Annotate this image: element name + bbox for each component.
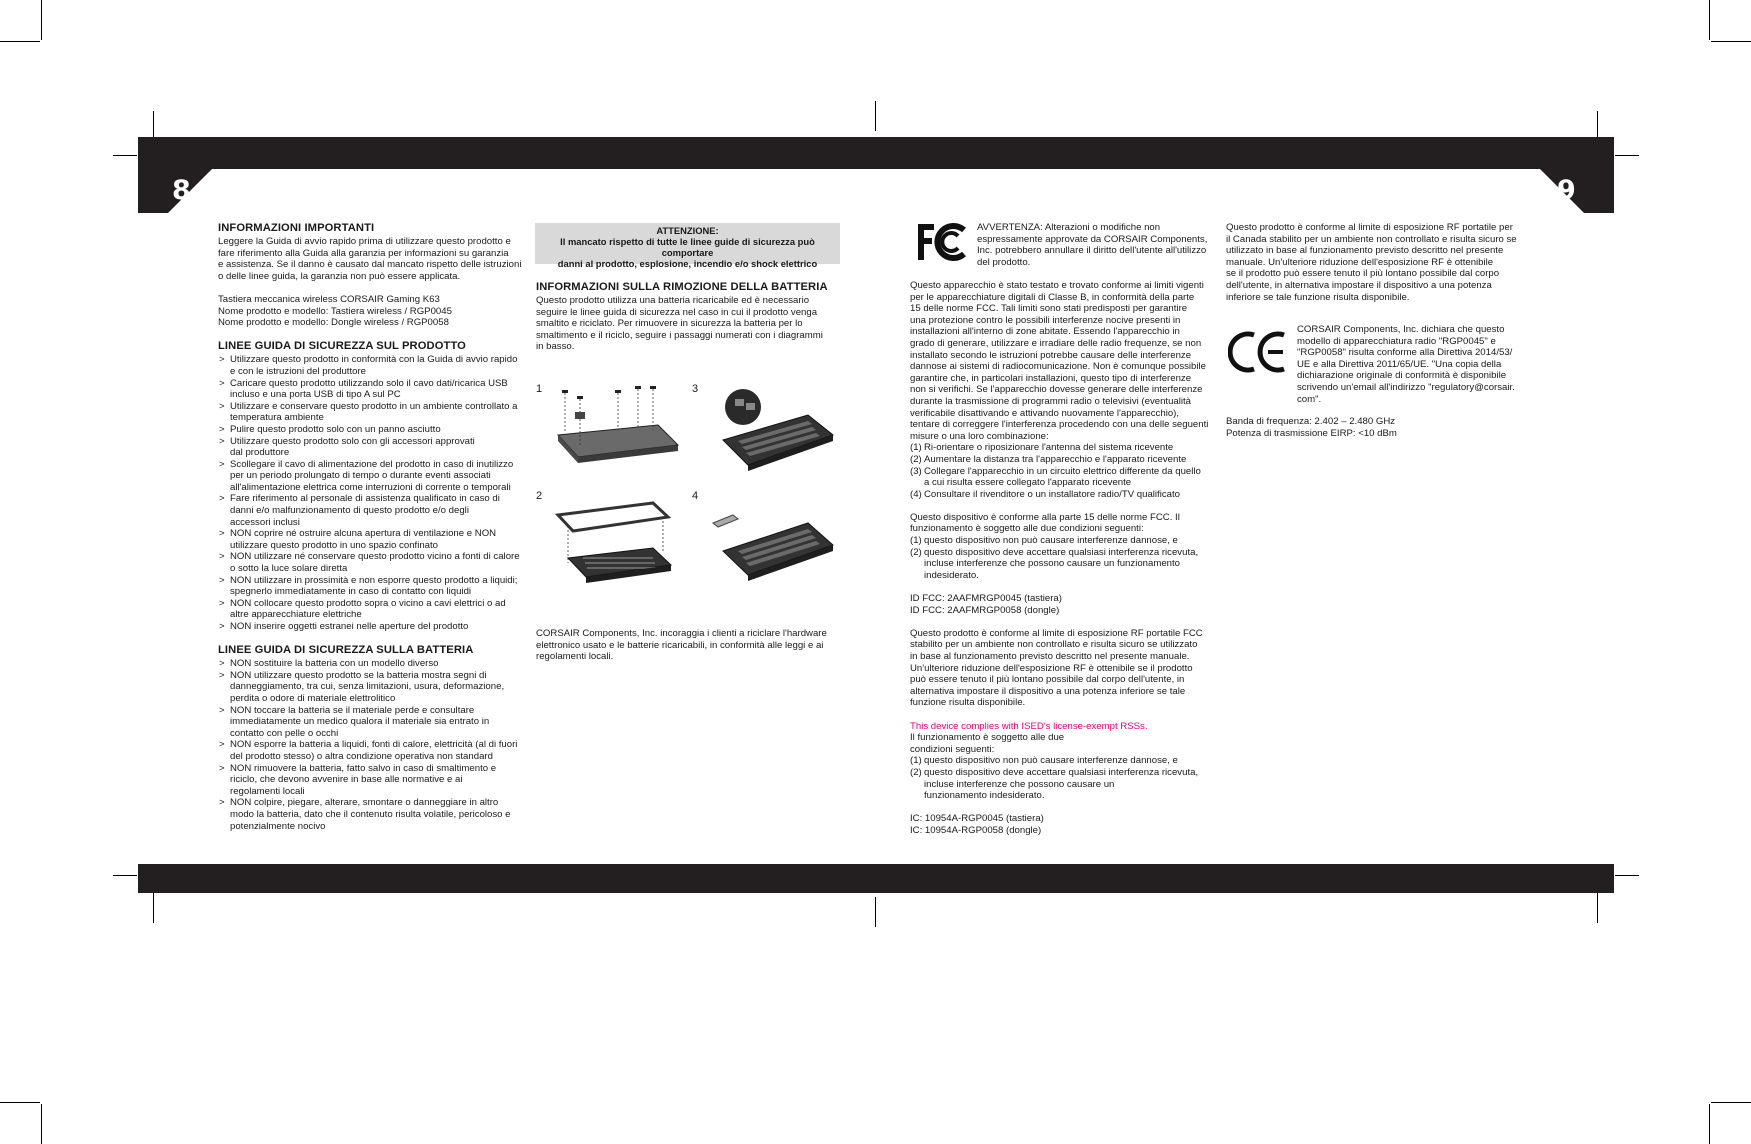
crop-mark — [41, 0, 42, 40]
item-text: questo dispositivo non può causare interferenze dannose, e — [924, 755, 1178, 767]
list-item: > NON inserire oggetti estranei nelle aperture del prodotto — [218, 621, 528, 633]
crop-mark — [0, 1102, 40, 1103]
page-number-right: 9 — [1557, 175, 1576, 206]
fcc-logo — [916, 222, 968, 262]
item-text: questo dispositivo deve accettare qualsiasi interferenza ricevuta, incluse interferenze che possono causare un funzionamento indesiderato. — [924, 766, 1199, 802]
fcc-warning-text: AVVERTENZA: Alterazioni o modifiche non espressamente approvate da CORSAIR Components, Inc. potrebbero annullare il diritto dell'utente all'utilizzo del prodotto. — [977, 222, 1208, 268]
item-text: Consultare il rivenditore o un installatore radio/TV qualificato — [924, 488, 1180, 500]
fcc-rf-text: Questo prodotto è conforme al limite di esposizione RF portatile FCC stabilito per un ambiente non controllato e risulta sicuro se utilizzato in base al funzionamento previsto descritto nel presente manuale. Un'ulteriore riduzione dell'esposizione RF è ottenibile se il prodotto può essere tenuto il più lontano possibile dal corpo dell'utente, in alternativa impostare il dispositivo a una potenza inferiore se tale funzione risulta disponibile. — [910, 627, 1203, 709]
ised-statement: This device complies with ISED's license-exempt RSSs. — [910, 720, 1148, 732]
ce-logo — [1228, 330, 1288, 374]
important-intro: Leggere la Guida di avvio rapido prima di utilizzare questo prodotto e fare riferimento alla Guida alla garanzia per informazioni su garanzia e assistenza. Se il danno è causato dal mancato rispetto delle istruzioni o delle linee guida, la garanzia non può essere applicata. — [218, 236, 522, 282]
ce-specs-text: Banda di frequenza: 2.402 – 2.480 GHz Potenza di trasmissione EIRP: <10 dBm — [1226, 416, 1397, 439]
item-key: (4) — [910, 488, 922, 500]
item-text: Ri-orientare o riposizionare l'antenna del sistema ricevente — [924, 442, 1174, 454]
item-key: (2) — [910, 766, 922, 778]
battery-removal-text: Questo prodotto utilizza una batteria ricaricabile ed è necessario seguire le linee guida di sicurezza nel caso in cui il prodotto venga smaltito e riciclato. Per rimuovere in sicurezza la batteria per lo smaltimento e il riciclo, seguire i passaggi numerati con i diagrammi in basso. — [536, 295, 823, 353]
ised-text: Il funzionamento è soggetto alle due condizioni seguenti: — [910, 732, 1065, 755]
list-item: > NON esporre la batteria a liquidi, fonti di calore, elettricità (al di fuori del prodotto stesso) o altra condizione operativa non standard — [218, 739, 528, 762]
list-item — [910, 767, 1220, 802]
list-item: > Scollegare il cavo di alimentazione del prodotto in caso di inutilizzo per un periodo prolungato di tempo o durante eventi associati all'alimentazione elettrica come interruzioni di corrente o temporali — [218, 459, 528, 494]
list-item: > NON collocare questo prodotto sopra o vicino a cavi elettrici o ad altre apparecchiature elettriche — [218, 598, 528, 621]
crop-mark — [875, 101, 876, 131]
list-item: > Fare riferimento al personale di assistenza qualificato in caso di danni e/o malfunzionamento di questo prodotto e/o degli accessori inclusi — [218, 493, 528, 528]
canada-rf-text: Questo prodotto è conforme al limite di esposizione RF portatile per il Canada stabilito per un ambiente non controllato e risulta sicuro se utilizzato in base al funzionamento previsto descritto nel presente manuale. Un'ulteriore riduzione dell'esposizione RF è ottenibile se il prodotto può essere tenuto il più lontano possibile dal corpo dell'utente, in alternativa impostare il dispositivo a una potenza inferiore se tale funzione risulta disponibile. — [1226, 222, 1517, 303]
recycle-text: CORSAIR Components, Inc. incoraggia i clienti a riciclare l'hardware elettronico usato e le batterie ricaricabili, in conformità alle leggi e ai regolamenti locali. — [536, 628, 827, 663]
crop-mark — [1709, 1104, 1710, 1144]
diagram-step-4 — [708, 493, 838, 593]
list-item: > NON sostituire la batteria con un modello diverso — [218, 658, 528, 670]
list-item: > Pulire questo prodotto solo con un panno asciutto — [218, 424, 528, 436]
list-item: > Utilizzare e conservare questo prodotto in un ambiente controllato a temperatura ambiente — [218, 401, 528, 424]
top-band — [138, 137, 1614, 169]
item-key: (2) — [910, 453, 922, 465]
heading-product-safety: LINEE GUIDA DI SICUREZZA SUL PRODOTTO — [218, 340, 466, 353]
list-item: > NON utilizzare né conservare questo prodotto vicino a fonti di calore o sotto la luce solare diretta — [218, 551, 528, 574]
item-text: questo dispositivo non può causare interferenze dannose, e — [924, 535, 1178, 547]
heading-important: INFORMAZIONI IMPORTANTI — [218, 222, 375, 234]
fcc-classb-text: Questo apparecchio è stato testato e trovato conforme ai limiti vigenti per le apparecchiature digitali di Classe B, in conformità della parte 15 delle norme FCC. Tali limiti sono stati predisposti per garantire una protezione contro le possibili interferenze nocive presenti in installazioni all'interno di zone abitate. Essendo l'apparecchio in grado di generare, utilizzare e irradiare delle radio frequenze, se non installato secondo le istruzioni potrebbe causare delle interferenze dannose ai sistemi di radiocomunicazione. Non è comunque possibile garantire che, in particolari installazioni, questo tipo di interferenze non si verifichi. Se l'apparecchio dovesse generare delle interferenze durante la trasmissione di programmi radio o televisivi (eventualità verificabile disattivando e attivando nuovamente l'apparecchio), tentare di correggere l'interferenza procedendo con una delle seguenti misure o una loro combinazione: — [910, 280, 1209, 442]
fcc-section — [910, 280, 1220, 837]
step-number: 2 — [536, 490, 543, 502]
fcc-ids: ID FCC: 2AAFMRGP0045 (tastiera) ID FCC: 2AAFMRGP0058 (dongle) — [910, 593, 1062, 616]
list-item: > Utilizzare questo prodotto solo con gli accessori approvati dal produttore — [218, 436, 528, 459]
ce-text: CORSAIR Components, Inc. dichiara che questo modello di apparecchiatura radio "RGP0045" e "RGP0058" risulta conforme alla Direttiva 2014/53/ UE e alla Direttiva 2011/65/UE. "Una copia della dichiarazione originale di conformità è disponibile scrivendo un'email all'indirizzo "regulatory@corsair. com". — [1297, 324, 1515, 405]
list-item — [910, 535, 1220, 547]
ised-conditions-list — [910, 755, 1220, 801]
list-item: > NON rimuovere la batteria, fatto salvo in caso di smaltimento e riciclo, che devono avvenire in base alle normative e ai regolamenti locali — [218, 763, 528, 798]
right-page-tab — [1539, 168, 1614, 213]
list-item: > NON toccare la batteria se il materiale perde e consultare immediatamente un medico qualora il materiale sia entrato in contatto con pelle o occhi — [218, 705, 528, 740]
warning-text: Il mancato rispetto di tutte le linee guide di sicurezza può comportare danni al prodotto, esplosione, incendio e/o shock elettrico — [557, 236, 818, 269]
product-safety-list — [218, 354, 528, 632]
battery-safety-list — [218, 658, 528, 832]
diagram-step-2 — [553, 493, 683, 593]
list-item — [910, 454, 1220, 466]
list-item: > NON utilizzare questo prodotto se la batteria mostra segni di danneggiamento, tra cui, senza limitazioni, usura, deformazione, perdita o odore di materiale elettrolitico — [218, 670, 528, 705]
list-item: > NON utilizzare in prossimità e non esporre questo prodotto a liquidi; spegnerlo immediatamente in caso di contatto con liquidi — [218, 575, 528, 598]
crop-mark — [1709, 0, 1710, 40]
step-number: 3 — [692, 383, 699, 395]
step-number: 1 — [536, 383, 543, 395]
column-left — [218, 222, 528, 832]
crop-mark — [153, 893, 154, 923]
fcc-part15-text: Questo dispositivo è conforme alla parte 15 delle norme FCC. Il funzionamento è soggetto alle due condizioni seguenti: — [910, 511, 1180, 535]
ce-specs — [1226, 416, 1536, 439]
ic-ids: IC: 10954A-RGP0045 (tastiera) IC: 10954A-RGP0058 (dongle) — [910, 813, 1044, 836]
list-item — [910, 442, 1220, 454]
fcc-warning — [977, 222, 1217, 268]
page-number-left: 8 — [172, 175, 191, 206]
item-key: (2) — [910, 546, 922, 558]
item-key: (1) — [910, 442, 922, 454]
item-text: Collegare l'apparecchio in un circuito elettrico differente da quello a cui risulta essere collegato l'apparato ricevente — [924, 465, 1201, 489]
step-number: 4 — [692, 490, 699, 502]
list-item: > NON coprire né ostruire alcuna apertura di ventilazione e NON utilizzare questo prodotto in uno spazio confinato — [218, 528, 528, 551]
list-item: > NON colpire, piegare, alterare, smontare o danneggiare in altro modo la batteria, dato che il contenuto risulta volatile, pericoloso e potenzialmente nocivo — [218, 797, 528, 832]
crop-mark — [41, 1104, 42, 1144]
list-item: > Caricare questo prodotto utilizzando solo il cavo dati/ricarica USB incluso e una porta USB di tipo A sul PC — [218, 378, 528, 401]
warning-title: ATTENZIONE: — [656, 225, 719, 236]
crop-mark — [0, 41, 40, 42]
recycle-section — [536, 628, 846, 663]
heading-battery-safety: LINEE GUIDA DI SICUREZZA SULLA BATTERIA — [218, 644, 474, 657]
list-item — [910, 547, 1220, 582]
canada-section — [1226, 222, 1536, 303]
item-key: (1) — [910, 535, 922, 547]
battery-removal-section — [536, 281, 846, 353]
fcc-measures-list — [910, 442, 1220, 500]
bottom-band — [138, 864, 1614, 893]
list-item: > Utilizzare questo prodotto in conformità con la Guida di avvio rapido e con le istruzioni del produttore — [218, 354, 528, 377]
item-key: (3) — [910, 465, 922, 477]
fcc-conditions-list — [910, 535, 1220, 581]
item-key: (1) — [910, 755, 922, 767]
item-text: Aumentare la distanza tra l'apparecchio e l'apparato ricevente — [924, 453, 1187, 465]
warning-box — [535, 223, 840, 269]
crop-mark — [113, 155, 137, 156]
crop-mark — [1711, 1102, 1751, 1103]
diagram-step-1 — [553, 385, 683, 485]
crop-mark — [1711, 41, 1751, 42]
item-text: questo dispositivo deve accettare qualsiasi interferenza ricevuta, incluse interferenze che possono causare un funzionamento indesiderato. — [924, 546, 1199, 581]
crop-mark — [113, 875, 137, 876]
list-item — [910, 466, 1220, 489]
crop-mark — [1615, 875, 1639, 876]
ce-declaration — [1297, 324, 1537, 405]
diagram-step-3 — [708, 385, 838, 485]
crop-mark — [1597, 893, 1598, 923]
crop-mark — [1615, 155, 1639, 156]
heading-battery-removal: INFORMAZIONI SULLA RIMOZIONE DELLA BATTERIA — [536, 281, 828, 293]
list-item — [910, 489, 1220, 501]
product-info: Tastiera meccanica wireless CORSAIR Gaming K63 Nome prodotto e modello: Tastiera wireless / RGP0045 Nome prodotto e modello: Dongle wireless / RGP0058 — [218, 293, 452, 329]
crop-mark — [875, 897, 876, 927]
list-item — [910, 755, 1220, 767]
